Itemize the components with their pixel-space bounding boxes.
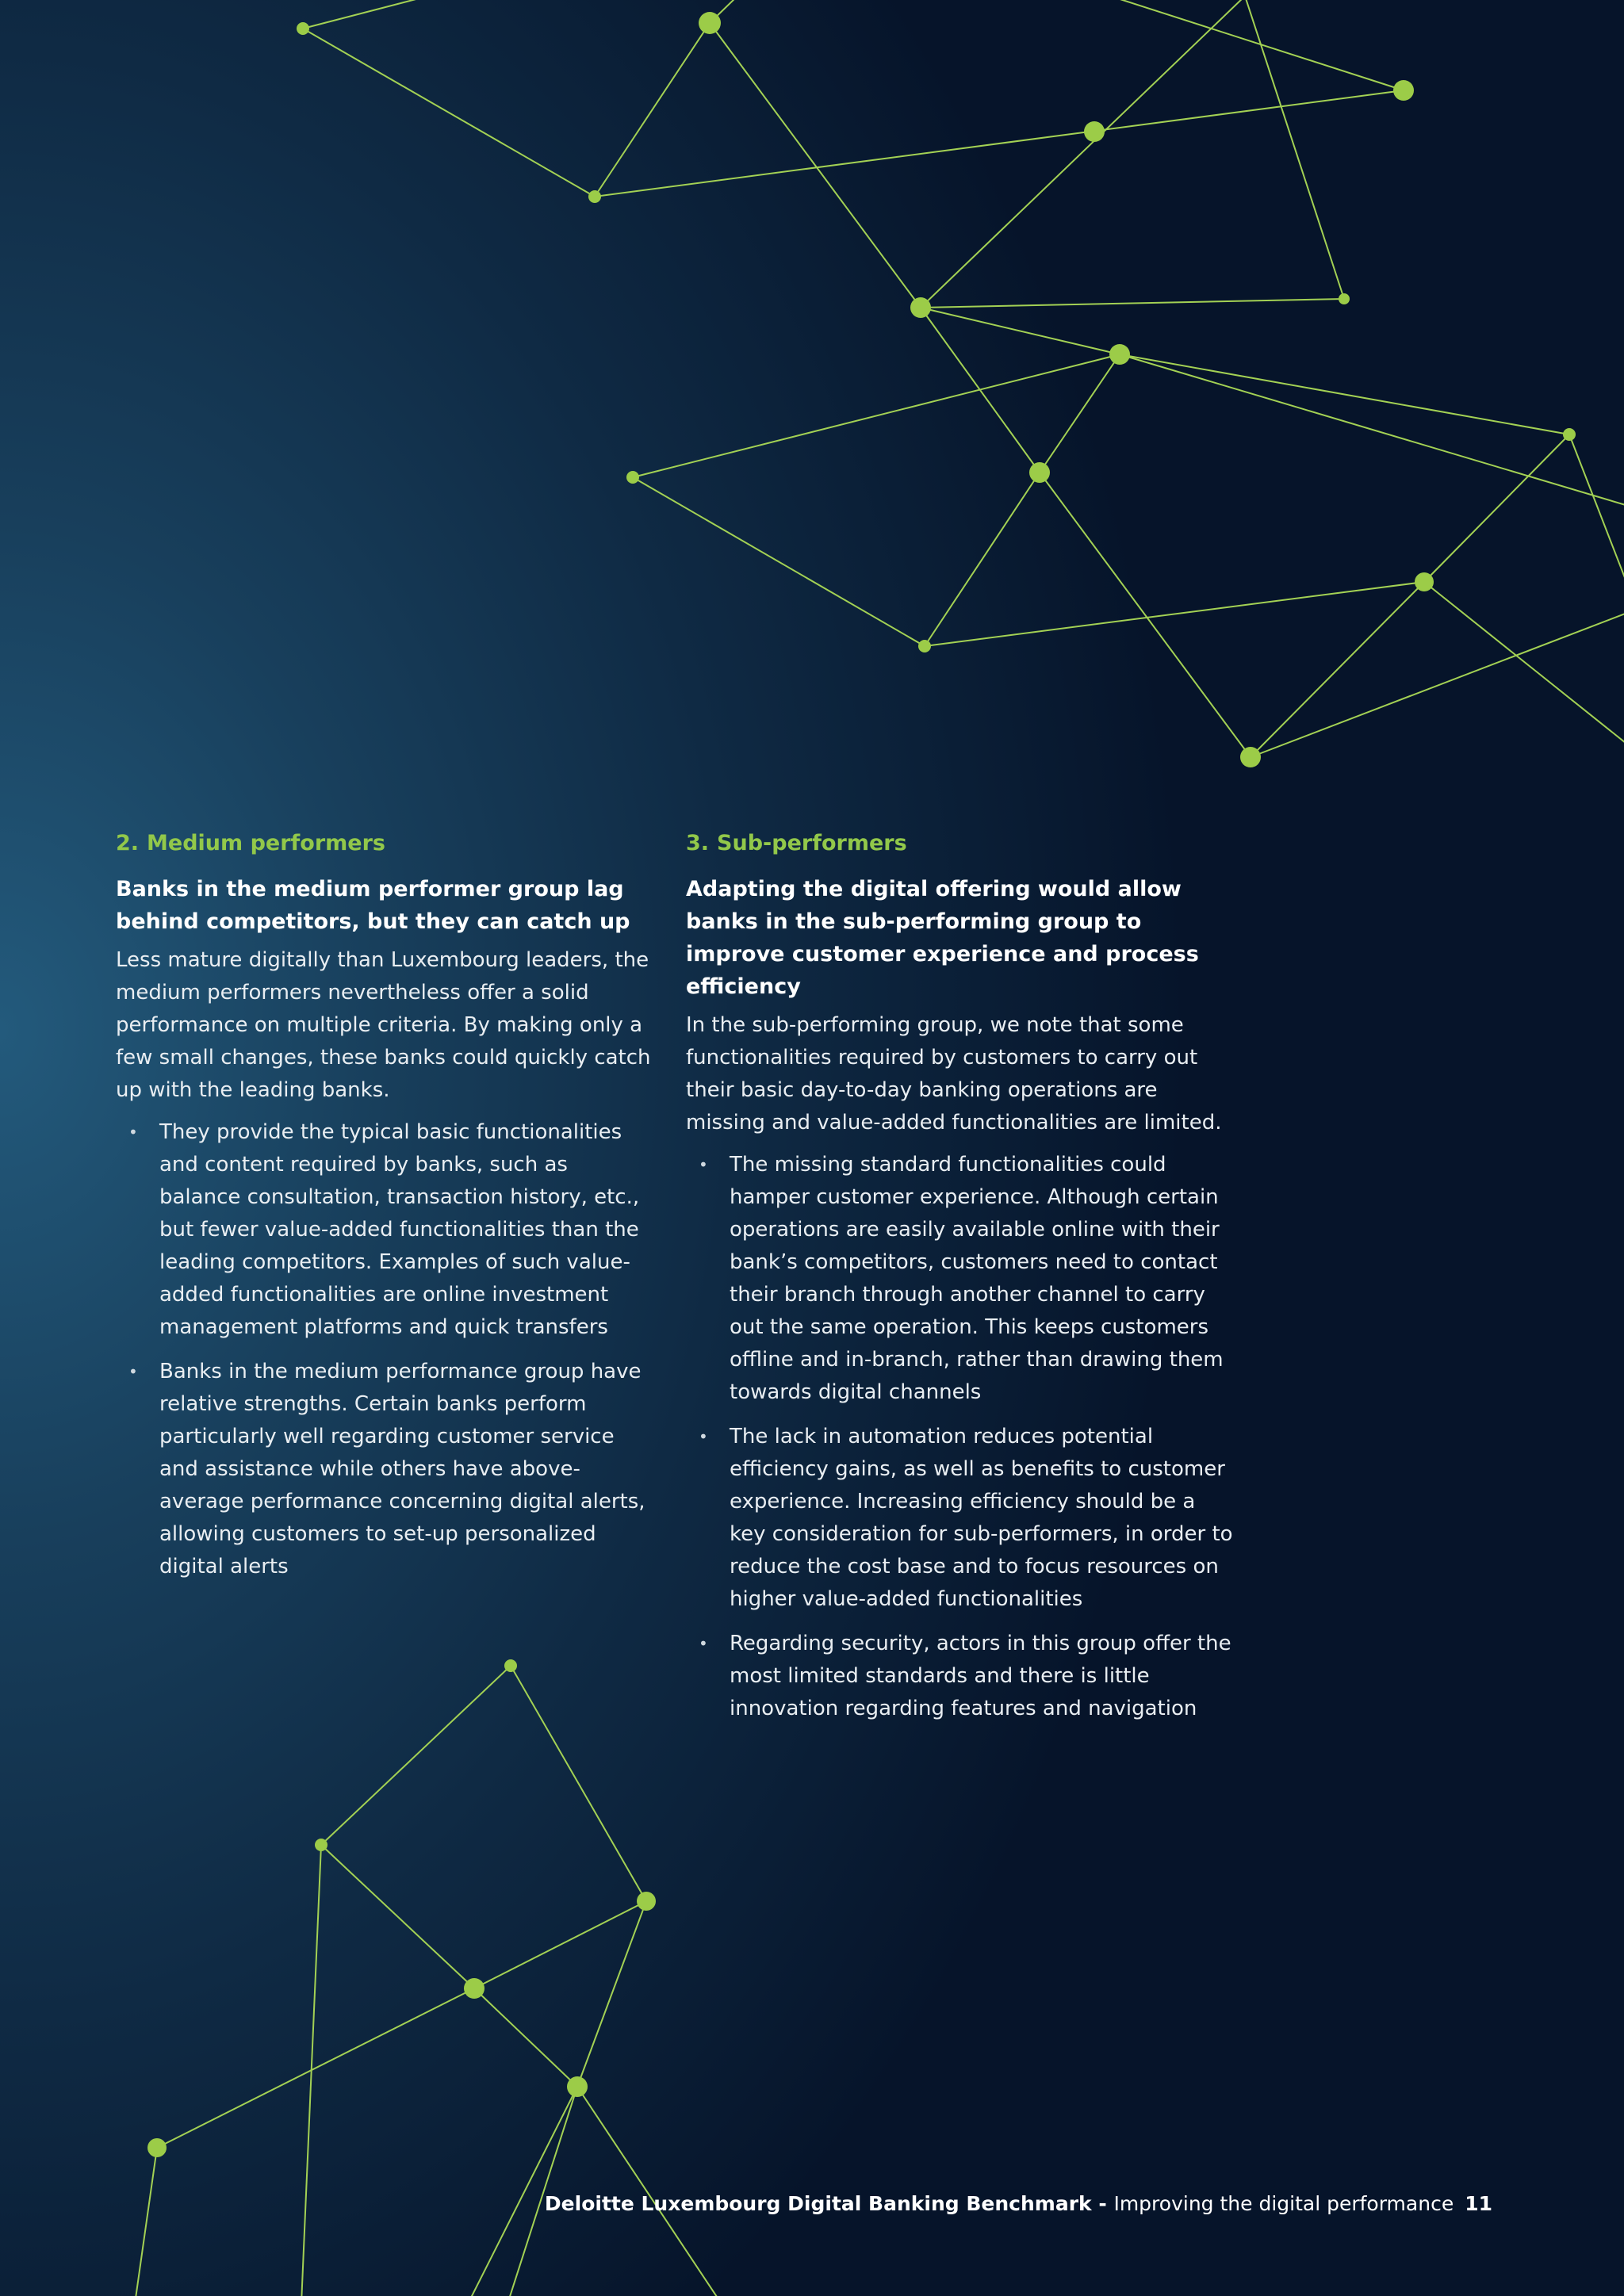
bullet-icon: • xyxy=(699,1634,708,1653)
bullet-text: They provide the typical basic functionalities and content required by banks, such as balance consultation, transaction history, etc., but fewer value-added functionalities than the leading competitors. Examples of such value-added functionalities are online investment management platforms and quick transfers xyxy=(159,1120,640,1339)
network-node xyxy=(315,1839,327,1851)
network-node xyxy=(464,1978,485,1999)
bullet-text: The missing standard functionalities could hamper customer experience. Although certain operations are easily available online with their bank’s competitors, customers need to contact their branch through another channel to carry out the same operation. This keeps customers offline and in-branch, rather than drawing them towards digital channels xyxy=(730,1153,1224,1404)
bullet-list xyxy=(116,1116,655,1583)
network-line xyxy=(595,23,710,197)
bullet-icon: • xyxy=(128,1362,138,1381)
network-node xyxy=(567,2076,588,2097)
section-heading xyxy=(116,827,655,860)
network-node xyxy=(626,471,639,484)
bullet-icon: • xyxy=(699,1427,708,1446)
network-line xyxy=(1424,582,1624,749)
network-line xyxy=(710,23,921,308)
network-line xyxy=(1110,0,1404,90)
network-line xyxy=(321,1666,511,1845)
network-line xyxy=(633,354,1120,477)
network-node xyxy=(588,190,601,203)
network-line xyxy=(595,90,1404,197)
network-node xyxy=(1563,428,1576,441)
network-node xyxy=(699,12,721,34)
section-title: Sub-performers xyxy=(717,831,907,855)
network-node xyxy=(504,1659,517,1672)
section-subtitle: Adapting the digital offering would allow banks in the sub-performing group to improve customer experience and process efficiency xyxy=(686,877,1199,999)
network-node xyxy=(1109,344,1130,365)
network-node xyxy=(1415,572,1434,591)
network-line xyxy=(633,477,925,646)
bullet-list xyxy=(686,1149,1233,1725)
network-node xyxy=(1393,80,1414,101)
network-line xyxy=(1120,354,1569,434)
network-line xyxy=(1251,582,1424,757)
section-number: 2. xyxy=(116,831,140,855)
network-line xyxy=(321,1845,474,1988)
section-intro: Less mature digitally than Luxembourg leaders, the medium performers nevertheless offer a solid performance on multiple criteria. By making only a few small changes, these banks could quickly catch up with the leading banks. xyxy=(116,948,651,1102)
bullet-icon: • xyxy=(699,1155,708,1174)
network-line xyxy=(157,1988,474,2148)
section-medium-performers xyxy=(116,827,655,1595)
network-node xyxy=(1339,293,1350,304)
network-line xyxy=(1424,434,1569,582)
network-line xyxy=(921,308,1120,354)
network-line xyxy=(135,2148,157,2296)
network-line xyxy=(921,0,1245,308)
network-node xyxy=(297,22,309,35)
network-line xyxy=(925,473,1040,646)
bullet-icon: • xyxy=(128,1123,138,1142)
bullet-item xyxy=(116,1116,655,1344)
network-line xyxy=(1569,434,1624,600)
network-line xyxy=(925,582,1424,646)
bullet-text: The lack in automation reduces potential efficiency gains, as well as benefits to customer experience. Increasing efficiency should be a key consideration for sub-performers, in order to reduce the cost base and to focus resources on higher value-added functionalities xyxy=(730,1425,1233,1611)
network-line xyxy=(577,1901,646,2087)
section-title: Medium performers xyxy=(147,831,385,855)
network-line xyxy=(511,1666,646,1901)
section-subtitle: Banks in the medium performer group lag behind competitors, but they can catch up xyxy=(116,877,630,934)
network-node xyxy=(1029,462,1050,483)
page-number: 11 xyxy=(1465,2192,1492,2215)
network-line xyxy=(474,1901,646,1988)
network-line xyxy=(921,299,1344,308)
bullet-item xyxy=(686,1628,1233,1725)
footer-subtitle: Improving the digital performance xyxy=(1113,2192,1454,2215)
network-line xyxy=(303,0,428,29)
network-line xyxy=(1040,473,1251,757)
page-footer xyxy=(545,2188,1492,2220)
section-intro: In the sub-performing group, we note that some functionalities required by customers to carry out their basic day-to-day banking operations are missing and value-added functionalities are limited. xyxy=(686,1013,1222,1135)
network-node xyxy=(1084,121,1105,142)
section-sub-performers xyxy=(686,827,1233,1737)
bullet-item xyxy=(116,1356,655,1583)
network-line xyxy=(1251,610,1624,757)
network-node xyxy=(910,297,931,318)
footer-separator: - xyxy=(1091,2192,1114,2215)
bullet-item xyxy=(686,1421,1233,1616)
network-node xyxy=(1240,747,1261,767)
network-node xyxy=(147,2138,167,2157)
network-line xyxy=(474,1988,577,2087)
section-number: 3. xyxy=(686,831,710,855)
network-line xyxy=(303,29,595,197)
network-node xyxy=(637,1892,656,1911)
bullet-text: Banks in the medium performance group have relative strengths. Certain banks perform particularly well regarding customer service and assistance while others have above-average performance concerning digital alerts, allowing customers to set-up personalized digital alerts xyxy=(159,1360,645,1578)
bullet-item xyxy=(686,1149,1233,1409)
network-node xyxy=(918,640,931,652)
bullet-text: Regarding security, actors in this group offer the most limited standards and there is little innovation regarding features and navigation xyxy=(730,1632,1231,1720)
footer-brand: Deloitte Luxembourg Digital Banking Benchmark xyxy=(544,2192,1092,2215)
section-heading xyxy=(686,827,1233,860)
